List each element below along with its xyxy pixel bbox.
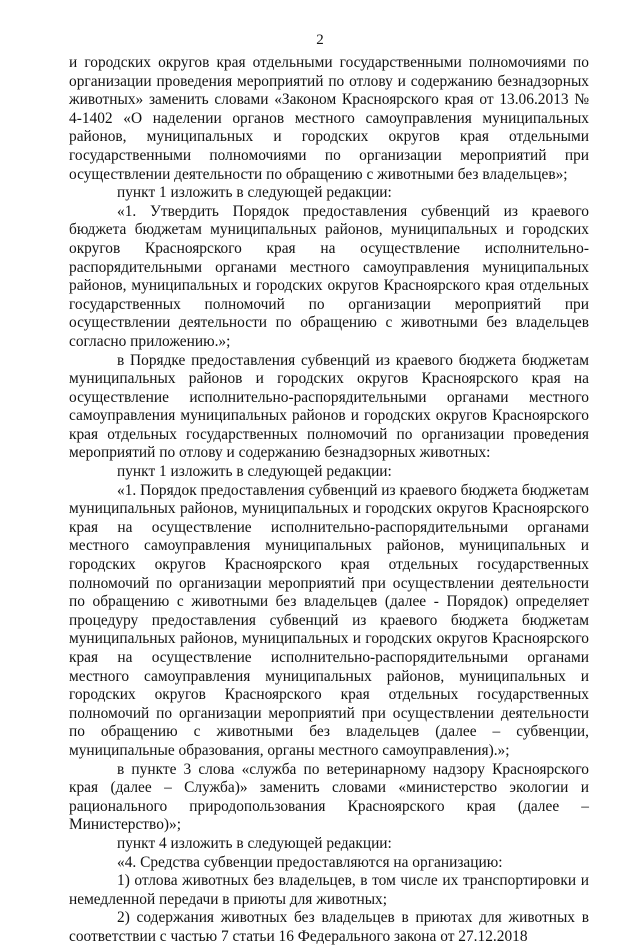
document-body (69, 54, 589, 947)
paragraph-continuation: и городских округов края отдельными государственными полномочиями по организации проведения мероприятий по отлову и содержанию безнадзорных животных» заменить словами «Законом Красноярского края от 13.06.2013 № 4-1402 «О наделении органов местного самоуправления муниципальных районов, муниципальных и городских округов края отдельными государственными полномочиями по организации мероприятий при осуществлении деятельности по обращению с животными без владельцев»; (69, 54, 589, 183)
paragraph: 1) отлова животных без владельцев, в том числе их транспортировки и немедленной передачи в приюты для животных; (69, 872, 589, 908)
paragraph: «4. Средства субвенции предоставляются на организацию: (117, 853, 503, 871)
paragraph: «1. Утвердить Порядок предоставления субвенций из краевого бюджета бюджетам муниципальных районов, муниципальных и городских округов Красноярского края на осуществление исполнительно-распорядительными органами местного самоуправления муниципальных районов, муниципальных и городских округов Красноярского края отдельных государственных полномочий по организации мероприятий при осуществлении деятельности по обращению с животными без владельцев согласно приложению.»; (69, 202, 589, 350)
paragraph: пункт 1 изложить в следующей редакции: (117, 463, 392, 481)
paragraph: в пункте 3 слова «служба по ветеринарному надзору Красноярского края (далее – Служба)» заменить словами «министерство экологии и рационального природопользования Красноярского края (далее – Министерство)»; (69, 760, 589, 834)
paragraph: пункт 1 изложить в следующей редакции: (117, 184, 392, 202)
page-number: 2 (316, 32, 324, 48)
paragraph: 2) содержания животных без владельцев в приютах для животных в соответствии с частью 7 статьи 16 Федерального закона от 27.12.2018 (69, 909, 589, 945)
paragraph: пункт 4 изложить в следующей редакции: (117, 834, 392, 852)
paragraph: «1. Порядок предоставления субвенций из краевого бюджета бюджетам муниципальных районов, муниципальных и городских округов Красноярского края на осуществление исполнительно-распорядительными органами местного самоуправления муниципальных районов, муниципальных и городских округов Красноярского края отдельных государственных полномочий по организации мероприятий при осуществлении деятельности по обращению с животными без владельцев (далее - Порядок) определяет процедуру предоставления субвенций из краевого бюджета бюджетам муниципальных районов, муниципальных и городских округов Красноярского края на осуществление исполнительно-распорядительными органами местного самоуправления муниципальных районов, муниципальных и городских округов Красноярского края отдельных государственных полномочий по организации мероприятий при осуществлении деятельности по обращению с животными без владельцев (далее – субвенции, муниципальные образования, органы местного самоуправления).»; (69, 481, 589, 759)
paragraph: в Порядке предоставления субвенций из краевого бюджета бюджетам муниципальных районов и городских округов Красноярского края на осуществление исполнительно-распорядительными органами местного самоуправления муниципальных районов и городских округов Красноярского края отдельных государственных полномочий по организации проведения мероприятий по отлову и содержанию безнадзорных животных: (69, 351, 589, 462)
